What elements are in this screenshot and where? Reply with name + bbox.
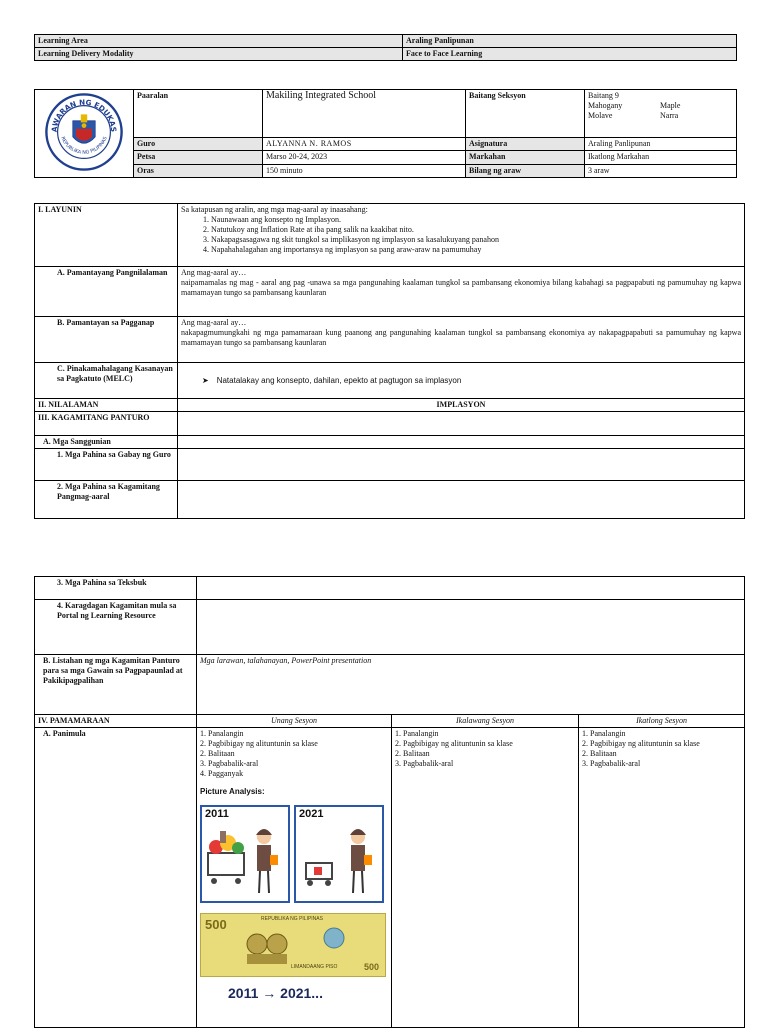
oras-value: 150 minuto (263, 164, 466, 177)
list-item: 2. Pagbibigay ng alituntunin sa klase (395, 739, 513, 748)
karagdagan-label: 4. Karagdagan Kagamitan mula sa Portal ng Learning Resource (35, 600, 197, 655)
pangnilalaman-cell (178, 267, 745, 317)
full-shopping-cart-icon (204, 823, 290, 899)
guro-value: ALYANNA N. RAMOS (263, 138, 466, 151)
pagganap-label: B. Pamantayan sa Pagganap (35, 317, 178, 363)
layunin-list (181, 215, 741, 255)
bilang-value: 3 araw (585, 164, 737, 177)
banknote-words: LIMANDAANG PISO (291, 964, 338, 970)
gabay-guro-value (178, 449, 745, 481)
deped-seal-logo (44, 92, 124, 172)
unang-sesyon-header: Unang Sesyon (197, 715, 392, 728)
melc-cell (178, 363, 745, 399)
learning-area-label: Learning Area (35, 35, 403, 48)
list-item: 2. Balitaan (395, 749, 430, 758)
karagdagan-value (197, 600, 745, 655)
banknote-value-left: 500 (205, 917, 227, 932)
layunin-cell (178, 204, 745, 267)
asignatura-value: Araling Panlipunan (585, 138, 737, 151)
picture-analysis-label: Picture Analysis: (200, 787, 265, 796)
pangnilalaman-line1: Ang mag-aaral ay… (181, 268, 247, 277)
ikatlong-sesyon-header: Ikatlong Sesyon (579, 715, 745, 728)
paaralan-label: Paaralan (134, 90, 263, 138)
modality-value: Face to Face Learning (403, 48, 737, 61)
section-narra: Narra (660, 111, 679, 120)
gabay-guro-label: 1. Mga Pahina sa Gabay ng Guro (35, 449, 178, 481)
baitang-label: Baitang Seksyon (466, 90, 585, 138)
list-item: 3. Pagbabalik-aral (582, 759, 641, 768)
layunin-item: 2. Natutukoy ang Inflation Rate at iba pang salik na kaakibat nito. (211, 225, 741, 235)
list-item: 3. Pagbabalik-aral (395, 759, 454, 768)
layunin-item: 3. Nakapagsasagawa ng skit tungkol sa implikasyon ng implasyon sa kasalukuyang panahon (211, 235, 741, 245)
year-2011-panel (200, 805, 290, 903)
list-item: 2. Balitaan (582, 749, 617, 758)
pagganap-line2: nakapagmumungkahi ng mga pamamaraan kung paanong ang pangunahing kaalaman tungkol sa pambansang ekonomiya ay nakapagpapabuti sa pamumuhay ng kapwa mamamayan tungo sa pambansang kaunlaran (181, 328, 741, 347)
nilalaman-value: IMPLASYON (178, 399, 745, 412)
arrow-bullet-icon: ➤ (202, 375, 209, 385)
ikalawang-sesyon-header: Ikalawang Sesyon (392, 715, 579, 728)
pamamaraan-label: IV. PAMAMARAAN (35, 715, 197, 728)
list-item: 2. Pagbibigay ng alituntunin sa klase (200, 739, 318, 748)
pangnilalaman-label: A. Pamantayang Pangnilalaman (35, 267, 178, 317)
year-2021-label: 2021 (299, 808, 324, 820)
empty-shopping-cart-icon (298, 823, 384, 899)
guro-label: Guro (134, 138, 263, 151)
list-item: 4. Pagganyak (200, 769, 244, 778)
ikatlong-sesyon-cell (579, 728, 745, 1028)
kagamitan-label: III. KAGAMITANG PANTURO (35, 412, 178, 436)
layunin-item: 4. Napahahalagahan ang importansya ng implasyon sa pang araw-araw na pamumuhay (211, 245, 741, 255)
listahan-value: Mga larawan, talahanayan, PowerPoint presentation (197, 655, 745, 715)
pagganap-line1: Ang mag-aaral ay… (181, 318, 247, 327)
layunin-label: I. LAYUNIN (35, 204, 178, 267)
pangnilalaman-line2: naipamamalas ng mag - aaral ang pag -unawa sa mga pangunahing kaalaman tungkol sa pambansang ekonomiya bilang kabahagi sa pagpapabuti ng pamumuhay ng kapwa mamamayan tungo sa pambansang kaunlaran (181, 278, 741, 297)
sanggunian-value (178, 436, 745, 449)
svg-text:REPUBLIKA NG PILIPINAS: REPUBLIKA NG PILIPINAS (59, 136, 109, 156)
listahan-label: B. Listahan ng mga Kagamitan Panturo para sa mga Gawain sa Pagpapaunlad at Pakikipagpalihan (35, 655, 197, 715)
shopping-comparison-image (200, 805, 384, 903)
section-mahogany: Mahogany (588, 101, 623, 110)
list-item: 1. Panalangin (395, 729, 439, 738)
unang-sesyon-cell (197, 728, 392, 1028)
melc-value: Natatalakay ang konsepto, dahilan, epekto at pagtugon sa implasyon (216, 375, 462, 385)
year-2011-label: 2011 (205, 808, 229, 820)
markahan-value: Ikatlong Markahan (585, 151, 737, 164)
petsa-label: Petsa (134, 151, 263, 164)
info-table (34, 89, 737, 178)
list-item: 2. Balitaan (200, 749, 235, 758)
list-item: 1. Panalangin (582, 729, 626, 738)
baitang-value: Baitang 9 (588, 91, 619, 100)
teksbuk-label: 3. Mga Pahina sa Teksbuk (35, 577, 197, 600)
nilalaman-label: II. NILALAMAN (35, 399, 178, 412)
learning-area-value: Araling Panlipunan (403, 35, 737, 48)
modality-label: Learning Delivery Modality (35, 48, 403, 61)
arrow-caption: 2011 → 2021... (228, 985, 323, 1001)
ikalawang-sesyon-cell (392, 728, 579, 1028)
pagganap-cell (178, 317, 745, 363)
bilang-label: Bilang ng araw (466, 164, 585, 177)
melc-label: C. Pinakamahalagang Kasanayan sa Pagkatuto (MELC) (35, 363, 178, 399)
banknote-image (200, 913, 386, 977)
baitang-value-cell (585, 90, 737, 138)
petsa-value: Marso 20-24, 2023 (263, 151, 466, 164)
kagamitang-magaaral-value (178, 481, 745, 519)
asignatura-label: Asignatura (466, 138, 585, 151)
panimula-label: A. Panimula (35, 728, 197, 1028)
layunin-intro: Sa katapusan ng aralin, ang mga mag-aaral ay inaasahang: (181, 205, 368, 214)
teksbuk-value (197, 577, 745, 600)
list-item: 3. Pagbabalik-aral (200, 759, 259, 768)
kagamitan-value (178, 412, 745, 436)
section-maple: Maple (660, 101, 681, 110)
list-item: 1. Panalangin (200, 729, 244, 738)
section-molave: Molave (588, 111, 613, 120)
banknote-portrait-icon (239, 926, 299, 966)
year-2021-panel (294, 805, 384, 903)
svg-text:KAGAWARAN NG EDUKASYON: AWARAN NG EDUKAS (49, 97, 119, 133)
paaralan-value: Makiling Integrated School (263, 90, 466, 138)
sanggunian-label: A. Mga Sanggunian (35, 436, 178, 449)
layunin-item: 1. Naunawaan ang konsepto ng Implasyon. (211, 215, 741, 225)
list-item: 2. Pagbibigay ng alituntunin sa klase (582, 739, 700, 748)
oras-label: Oras (134, 164, 263, 177)
kagamitang-magaaral-label: 2. Mga Pahina sa Kagamitang Pangmag-aaral (35, 481, 178, 519)
markahan-label: Markahan (466, 151, 585, 164)
banknote-header: REPUBLIKA NG PILIPINAS (261, 916, 323, 922)
plan-table-continued (34, 576, 745, 1028)
header-table (34, 34, 737, 61)
banknote-value-right: 500 (363, 962, 379, 972)
plan-table (34, 203, 745, 519)
banknote-seal-icon (319, 926, 349, 950)
deped-logo-cell (35, 90, 134, 178)
